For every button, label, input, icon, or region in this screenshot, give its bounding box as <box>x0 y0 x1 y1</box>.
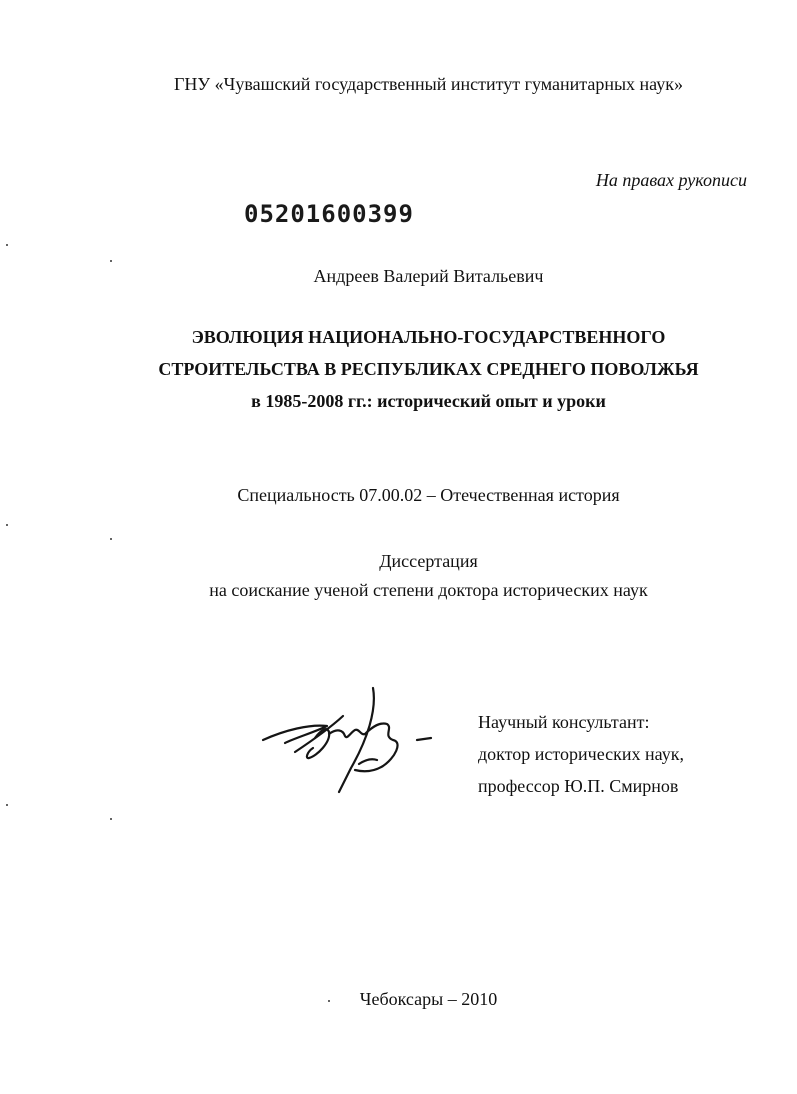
scan-speck <box>6 524 8 526</box>
scan-speck <box>110 818 112 820</box>
dissertation-degree: на соискание ученой степени доктора исторических наук <box>209 580 648 600</box>
scan-speck <box>6 244 8 246</box>
scan-speck <box>110 538 112 540</box>
scan-speck <box>110 260 112 262</box>
title-line-1: ЭВОЛЮЦИЯ НАЦИОНАЛЬНО-ГОСУДАРСТВЕННОГО <box>191 327 666 347</box>
dissertation-type: Диссертация <box>379 551 478 571</box>
author-name: Андреев Валерий Витальевич <box>313 266 544 286</box>
consultant-name: профессор Ю.П. Смирнов <box>478 776 679 796</box>
title-line-3: в 1985-2008 гг.: исторический опыт и уроки <box>251 391 606 411</box>
speciality: Специальность 07.00.02 – Отечественная история <box>237 485 620 505</box>
consultant-role: Научный консультант: <box>478 712 650 732</box>
signature-image <box>255 680 445 800</box>
consultant-degree: доктор исторических наук, <box>478 744 684 764</box>
scan-speck <box>328 1000 330 1002</box>
consultant-block <box>478 706 684 802</box>
registration-code: 05201600399 <box>244 200 414 228</box>
institution-name: ГНУ «Чувашский государственный институт гуманитарных наук» <box>173 74 683 94</box>
title-line-2: СТРОИТЕЛЬСТВА В РЕСПУБЛИКАХ СРЕДНЕГО ПОВОЛЖЬЯ <box>158 359 699 379</box>
manuscript-rights: На правах рукописи <box>595 170 747 190</box>
scan-speck <box>6 804 8 806</box>
city-year: Чебоксары – 2010 <box>359 989 498 1009</box>
